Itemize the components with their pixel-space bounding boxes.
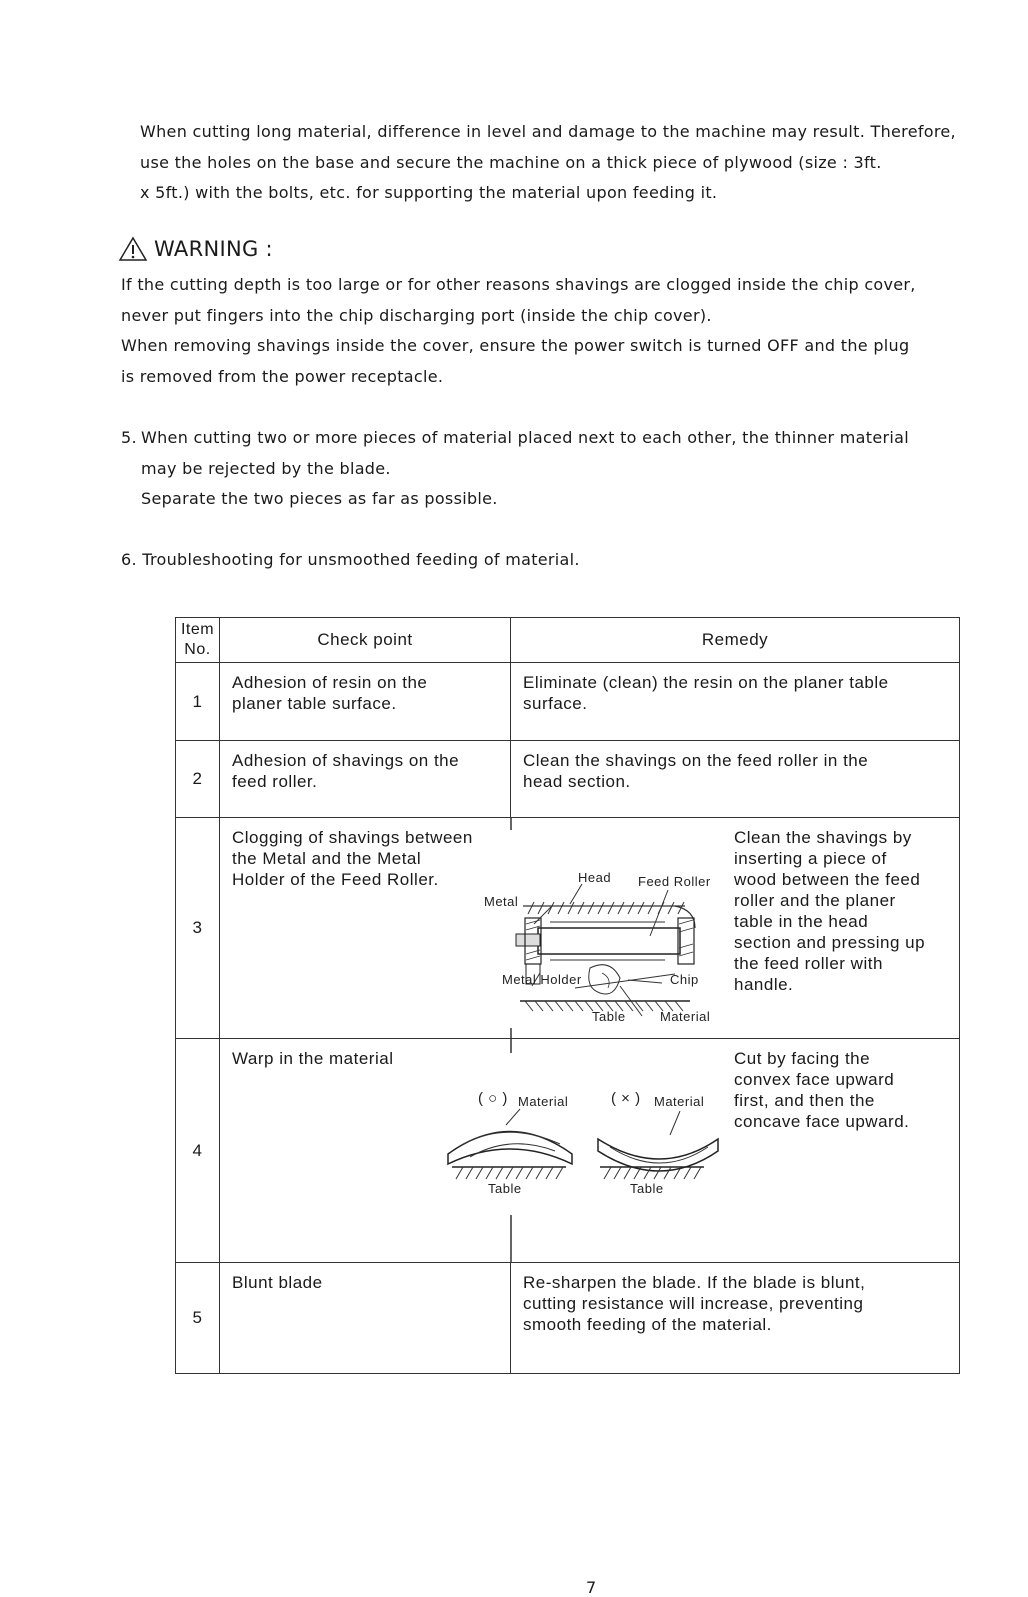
list-line: Troubleshooting for unsmoothed feeding of material. [142, 550, 580, 569]
bad-mark: ( × ) [611, 1090, 641, 1107]
list-item-6 [121, 545, 580, 575]
label-table: Table [592, 1009, 626, 1024]
label-head: Head [578, 870, 612, 885]
check-point-cell: Blunt blade [220, 1263, 511, 1374]
merged-check-remedy-cell [220, 1039, 960, 1263]
warning-line: When removing shavings inside the cover, ensure the power switch is turned OFF and the plug [121, 336, 910, 355]
item-number: 4 [176, 1039, 220, 1263]
remedy-cell: Clean the shavings on the feed roller in the head section. [511, 741, 960, 818]
warning-heading [118, 236, 273, 262]
merged-check-remedy-cell [220, 818, 960, 1039]
intro-line: When cutting long material, difference in level and damage to the machine may result. Therefore, [140, 122, 956, 141]
table-row [176, 741, 960, 818]
remedy-cell: Re-sharpen the blade. If the blade is blunt, cutting resistance will increase, preventing smooth feeding of the material. [511, 1263, 960, 1374]
warning-title: WARNING : [154, 237, 273, 261]
check-point-cell: Adhesion of shavings on the feed roller. [220, 741, 511, 818]
page-number: 7 [586, 1578, 597, 1597]
intro-line: x 5ft.) with the bolts, etc. for supporting the material upon feeding it. [140, 183, 718, 202]
label-feed-roller: Feed Roller [638, 874, 711, 889]
check-point-text: Warp in the material [232, 1049, 394, 1068]
header-item-no: Item No. [176, 618, 220, 663]
table-row [176, 1039, 960, 1263]
item-number: 1 [176, 663, 220, 741]
header-check-point: Check point [220, 618, 511, 663]
label-material-good: Material [518, 1094, 569, 1109]
check-point-text: Clogging of shavings between the Metal and the Metal Holder of the Feed Roller. [232, 828, 473, 889]
table-row [176, 1263, 960, 1374]
warning-line: is removed from the power receptacle. [121, 366, 444, 386]
warning-line: If the cutting depth is too large or for other reasons shavings are clogged inside the chip cover, [121, 275, 916, 294]
label-material-bad: Material [654, 1094, 705, 1109]
list-number: 6. [121, 550, 137, 569]
list-line: may be rejected by the blade. [141, 458, 391, 478]
label-table-good: Table [488, 1181, 522, 1196]
label-table-bad: Table [630, 1181, 664, 1196]
item-number: 2 [176, 741, 220, 818]
remedy-cell: Eliminate (clean) the resin on the planer table surface. [511, 663, 960, 741]
good-mark: ( ○ ) [478, 1090, 508, 1107]
label-metal-holder: Metal Holder [502, 972, 582, 987]
warning-line: never put fingers into the chip discharging port (inside the chip cover). [121, 305, 712, 325]
item-number: 3 [176, 818, 220, 1039]
table-header-row [176, 618, 960, 663]
item-number: 5 [176, 1263, 220, 1374]
remedy-text: Cut by facing the convex face upward first, and then the concave face upward. [734, 1049, 910, 1131]
remedy-text: Clean the shavings by inserting a piece of wood between the feed roller and the planer table in the head section and pressing up the feed roller with handle. [734, 828, 926, 994]
intro-line: use the holes on the base and secure the machine on a thick piece of plywood (size : 3ft. [140, 152, 882, 172]
table-row [176, 663, 960, 741]
label-chip: Chip [670, 972, 699, 987]
list-line: When cutting two or more pieces of material placed next to each other, the thinner material [141, 428, 909, 447]
header-remedy: Remedy [511, 618, 960, 663]
table-row [176, 818, 960, 1039]
list-line: Separate the two pieces as far as possible. [141, 489, 498, 508]
warning-triangle-icon [118, 236, 148, 262]
troubleshooting-table [175, 617, 960, 1374]
intro-paragraph [140, 117, 1014, 209]
list-number: 5. [121, 428, 137, 447]
check-point-cell: Adhesion of resin on the planer table surface. [220, 663, 511, 741]
label-metal: Metal [484, 894, 519, 909]
label-material: Material [660, 1009, 711, 1024]
warning-paragraph [121, 270, 1014, 392]
